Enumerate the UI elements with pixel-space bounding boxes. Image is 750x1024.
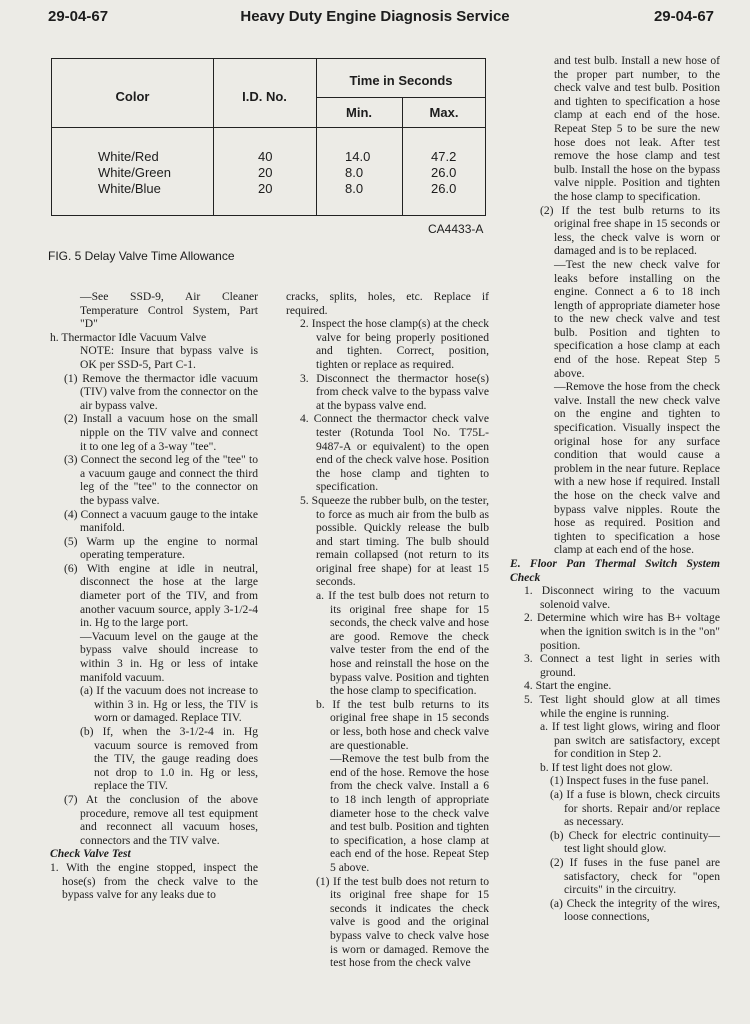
- delay-valve-table: [51, 58, 486, 216]
- text-column-2: [286, 290, 489, 970]
- table-cell-color: White/Blue: [98, 181, 161, 196]
- paragraph: b. If test light does not glow.: [540, 760, 673, 774]
- figure-code: CA4433-A: [428, 222, 484, 236]
- paragraph: 1. Disconnect wiring to the vacuum solenoid valve.: [524, 584, 720, 611]
- table-cell-min: 8.0: [345, 165, 364, 180]
- paragraph: (a) If a fuse is blown, check circuits for shorts. Repair and/or replace as necessary.: [550, 788, 720, 829]
- page-number-left: 29-04-67: [48, 8, 109, 25]
- table-cell-id: 20: [258, 165, 273, 180]
- table-divider: [213, 59, 214, 215]
- paragraph: b. If the test bulb returns to its original free shape in 15 seconds or less, both hose and check valve are questionable.: [316, 697, 489, 752]
- header-min: Min.: [346, 105, 372, 120]
- paragraph: (7) At the conclusion of the above procedure, remove all test equipment and reconnect all vacuum hoses, connectors and the TIV valve.: [64, 792, 258, 847]
- paragraph: —Remove the test bulb from the end of the hose. Remove the hose from the check valve. Install a 6 to 18 inch length of appropriate diameter hose to the check valve and test bulb. Position and tighten to specification, a hose clamp at each end of the hose. Repeat Step 5 above.: [330, 752, 489, 874]
- paragraph: —Remove the hose from the check valve. Install the new check valve on the engine and tighten to specification. Visually inspect the original hose for any surface condition that would cause a problem in the near future. Replace with a new hose if required. Install the hose on the check valve and bypass valve nipples. Route the hose as required. Position and tighten to specification a hose clamp at each end of the hose.: [554, 380, 720, 557]
- column-min: [345, 149, 370, 197]
- paragraph: —See SSD-9, Air Cleaner Temperature Control System, Part "D": [80, 290, 258, 331]
- table-cell-color: White/Green: [98, 165, 171, 180]
- header-max: Max.: [429, 105, 459, 120]
- paragraph: 4. Connect the thermactor check valve tester (Rotunda Tool No. T75L-9487-A or equivalent) to the open end of the check valve hose. Position the hose clamp and tighten to specification.: [300, 412, 489, 494]
- section-heading: E. Floor Pan Thermal Switch System Check: [510, 556, 720, 584]
- paragraph: (b) Check for electric continuity—test light should glow.: [550, 828, 720, 856]
- header-color: Color: [115, 89, 150, 104]
- column-max: [431, 149, 456, 197]
- paragraph: (2) If fuses in the fuse panel are satisfactory, check for "open circuits" in the circuitry.: [550, 856, 720, 897]
- table-cell-min: 14.0: [345, 149, 371, 164]
- paragraph: and test bulb. Install a new hose of the proper part number, to the check valve and test bulb. Position and tighten to specification a hose clamp at each end of the hose. Repeat Step 5 to be sure the new hose does not leak. After test remove the hose clamp and test bulb. Install the hose on the bypass valve nipple. Position and tighten the hose clamp to specification.: [554, 54, 720, 203]
- text-column-1: [50, 290, 258, 902]
- paragraph: (a) Check the integrity of the wires, loose connections,: [550, 896, 720, 924]
- page-title: Heavy Duty Engine Diagnosis Service: [240, 8, 510, 25]
- paragraph: (1) Remove the thermactor idle vacuum (TIV) valve from the connector on the air bypass valve.: [64, 371, 258, 412]
- table-cell-id: 20: [258, 181, 273, 196]
- paragraph: (1) If the test bulb does not return to its original free shape for 15 seconds it indicates the check valve is good and the original bypass valve to check valve hose is worn or damaged. Remove the test hose from the check valve: [316, 874, 489, 970]
- header-id: I.D. No.: [242, 89, 287, 104]
- paragraph: (2) If the test bulb returns to its original free shape in 15 seconds or less, the check valve is worn or damaged and is to be replaced.: [540, 203, 720, 258]
- paragraph: NOTE: Insure that bypass valve is OK per SSD-5, Part C-1.: [80, 344, 258, 371]
- text-column-3: [510, 54, 720, 924]
- paragraph: 5. Squeeze the rubber bulb, on the tester, to force as much air from the bulb as possible. Quickly release the bulb and start timing. The bulb should remain collapsed (not return to its original free shape) for at least 15 seconds.: [300, 493, 489, 589]
- paragraph: (a) If the vacuum does not increase to within 3 in. Hg or less, the TIV is worn or damaged. Replace TIV.: [80, 684, 258, 725]
- table-cell-min: 8.0: [345, 181, 364, 196]
- paragraph: (4) Connect a vacuum gauge to the intake manifold.: [64, 507, 258, 535]
- column-id: [258, 149, 272, 197]
- table-cell-id: 40: [258, 149, 273, 164]
- page-header: [0, 8, 750, 32]
- paragraph: cracks, splits, holes, etc. Replace if required.: [286, 290, 489, 317]
- paragraph: a. If test light glows, wiring and floor pan switch are satisfactory, except for condition in Step 2.: [540, 720, 720, 761]
- paragraph: (1) Inspect fuses in the fuse panel.: [550, 774, 709, 788]
- table-cell-max: 47.2: [431, 149, 457, 164]
- paragraph: (b) If, when the 3-1/2-4 in. Hg vacuum source is removed from the TIV, the gauge reading does not drop to 1.0 in. Hg or less, replace the TIV.: [80, 725, 258, 793]
- paragraph: h. Thermactor Idle Vacuum Valve: [50, 330, 207, 344]
- table-cell-max: 26.0: [431, 165, 457, 180]
- table-divider: [52, 127, 485, 128]
- table-divider: [316, 97, 485, 98]
- paragraph: (6) With engine at idle in neutral, disconnect the hose at the large diameter port of the TIV, and from another vacuum source, apply 3-1/2-4 in. Hg to the large port.: [64, 561, 258, 630]
- paragraph: (5) Warm up the engine to normal operating temperature.: [64, 534, 258, 562]
- figure-caption: FIG. 5 Delay Valve Time Allowance: [48, 249, 235, 263]
- paragraph: 2. Determine which wire has B+ voltage when the ignition switch is in the "on" position.: [524, 611, 720, 652]
- column-color: [98, 149, 171, 197]
- section-heading: Check Valve Test: [50, 847, 131, 861]
- paragraph: —Vacuum level on the gauge at the bypass valve should increase to within 3 in. Hg or less of intake manifold vacuum.: [80, 629, 258, 684]
- paragraph: —Test the new check valve for leaks before installing on the engine. Connect a 6 to 18 inch length of appropriate diameter hose to the new check valve and test bulb. Position and tighten to specification a hose clamp at each end of the hose. Repeat Step 5 above.: [554, 257, 720, 380]
- paragraph: 1. With the engine stopped, inspect the hose(s) from the check valve to the bypass valve for any leaks due to: [50, 860, 258, 902]
- paragraph: 4. Start the engine.: [524, 679, 612, 693]
- table-cell-max: 26.0: [431, 181, 457, 196]
- paragraph: (3) Connect the second leg of the "tee" to a vacuum gauge and connect the third leg of the "tee" to the connector on the bypass valve.: [64, 453, 258, 507]
- paragraph: 5. Test light should glow at all times while the engine is running.: [524, 692, 720, 720]
- header-time: Time in Seconds: [349, 73, 453, 88]
- paragraph: (2) Install a vacuum hose on the small nipple on the TIV valve and connect it to one leg of a 3-way "tee".: [64, 412, 258, 453]
- paragraph: 3. Disconnect the thermactor hose(s) from check valve to the bypass valve at the bypass valve end.: [300, 371, 489, 412]
- paragraph: 3. Connect a test light in series with ground.: [524, 652, 720, 679]
- paragraph: 2. Inspect the hose clamp(s) at the check valve for being properly positioned and tighten. Correct, position, tighten or replace as required.: [300, 317, 489, 371]
- paragraph: a. If the test bulb does not return to its original free shape for 15 seconds, the check valve and hose are good. Remove the check valve tester from the end of the hose and reinstall the hose on the bypass valve. Position and tighten the hose clamp to specification.: [316, 589, 489, 698]
- table-cell-color: White/Red: [98, 149, 159, 164]
- page-number-right: 29-04-67: [653, 8, 714, 25]
